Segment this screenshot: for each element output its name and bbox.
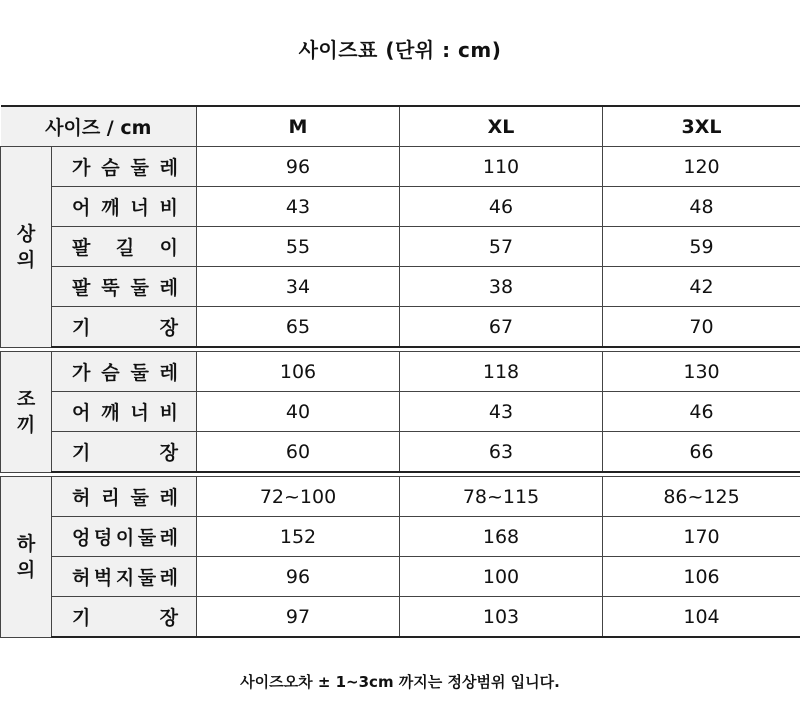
measurement-value: 96 bbox=[197, 147, 400, 187]
measurement-label bbox=[52, 267, 197, 307]
measurement-label-text: 가 슴 둘 레 bbox=[72, 362, 179, 384]
measurement-label-text: 팔 길 이 bbox=[72, 237, 179, 259]
measurement-value: 65 bbox=[197, 307, 400, 348]
size-header-3xl: 3XL bbox=[603, 106, 800, 147]
measurement-label bbox=[52, 352, 197, 392]
measurement-label bbox=[52, 392, 197, 432]
measurement-value: 78~115 bbox=[400, 477, 603, 517]
measurement-value: 106 bbox=[197, 352, 400, 392]
measurement-value: 120 bbox=[603, 147, 800, 187]
size-column-header: 사이즈 / cm bbox=[1, 106, 197, 147]
measurement-value: 43 bbox=[400, 392, 603, 432]
measurement-value: 43 bbox=[197, 187, 400, 227]
measurement-label bbox=[52, 517, 197, 557]
table-row bbox=[1, 307, 800, 348]
measurement-value: 106 bbox=[603, 557, 800, 597]
measurement-label bbox=[52, 227, 197, 267]
measurement-label-text: 기 장 bbox=[72, 607, 179, 629]
table-row bbox=[1, 227, 800, 267]
measurement-value: 59 bbox=[603, 227, 800, 267]
size-table bbox=[0, 105, 800, 638]
measurement-value: 110 bbox=[400, 147, 603, 187]
measurement-label-text: 허 벅 지 둘 레 bbox=[72, 567, 178, 589]
measurement-label bbox=[52, 147, 197, 187]
measurement-value: 46 bbox=[603, 392, 800, 432]
measurement-value: 104 bbox=[603, 597, 800, 638]
measurement-value: 72~100 bbox=[197, 477, 400, 517]
table-row bbox=[1, 392, 800, 432]
measurement-value: 38 bbox=[400, 267, 603, 307]
table-row bbox=[1, 597, 800, 638]
table-row bbox=[1, 187, 800, 227]
measurement-label bbox=[52, 187, 197, 227]
measurement-value: 63 bbox=[400, 432, 603, 473]
measurement-value: 48 bbox=[603, 187, 800, 227]
measurement-label bbox=[52, 432, 197, 473]
measurement-value: 97 bbox=[197, 597, 400, 638]
section-label: 상 의 bbox=[1, 147, 52, 348]
measurement-label-text: 어 깨 너 비 bbox=[72, 197, 179, 219]
measurement-value: 57 bbox=[400, 227, 603, 267]
measurement-label bbox=[52, 477, 197, 517]
measurement-value: 152 bbox=[197, 517, 400, 557]
measurement-value: 42 bbox=[603, 267, 800, 307]
measurement-value: 103 bbox=[400, 597, 603, 638]
measurement-value: 118 bbox=[400, 352, 603, 392]
measurement-value: 86~125 bbox=[603, 477, 800, 517]
table-row bbox=[1, 267, 800, 307]
measurement-label-text: 팔 뚝 둘 레 bbox=[72, 277, 179, 299]
measurement-label-text: 기 장 bbox=[72, 317, 179, 339]
table-row bbox=[1, 352, 800, 392]
measurement-label-text: 어 깨 너 비 bbox=[72, 402, 179, 424]
measurement-label-text: 기 장 bbox=[72, 442, 179, 464]
table-row bbox=[1, 432, 800, 473]
measurement-value: 55 bbox=[197, 227, 400, 267]
measurement-value: 96 bbox=[197, 557, 400, 597]
measurement-value: 100 bbox=[400, 557, 603, 597]
measurement-value: 130 bbox=[603, 352, 800, 392]
measurement-label bbox=[52, 557, 197, 597]
measurement-value: 67 bbox=[400, 307, 603, 348]
measurement-label-text: 가 슴 둘 레 bbox=[72, 157, 179, 179]
size-note: 사이즈오차 ± 1~3cm 까지는 정상범위 입니다. bbox=[240, 673, 560, 691]
table-row bbox=[1, 517, 800, 557]
measurement-value: 168 bbox=[400, 517, 603, 557]
measurement-value: 70 bbox=[603, 307, 800, 348]
table-row bbox=[1, 557, 800, 597]
size-header-xl: XL bbox=[400, 106, 603, 147]
measurement-value: 60 bbox=[197, 432, 400, 473]
measurement-value: 34 bbox=[197, 267, 400, 307]
measurement-value: 46 bbox=[400, 187, 603, 227]
measurement-value: 66 bbox=[603, 432, 800, 473]
measurement-label-text: 허 리 둘 레 bbox=[72, 487, 179, 509]
section-label: 하 의 bbox=[1, 477, 52, 638]
measurement-label bbox=[52, 597, 197, 638]
page-title: 사이즈표 (단위 : cm) bbox=[298, 38, 502, 62]
section-label: 조 끼 bbox=[1, 352, 52, 473]
measurement-label-text: 엉 덩 이 둘 레 bbox=[72, 527, 178, 549]
measurement-value: 170 bbox=[603, 517, 800, 557]
table-row bbox=[1, 477, 800, 517]
measurement-value: 40 bbox=[197, 392, 400, 432]
measurement-label bbox=[52, 307, 197, 348]
table-header-row bbox=[1, 106, 800, 147]
size-header-m: M bbox=[197, 106, 400, 147]
table-row bbox=[1, 147, 800, 187]
